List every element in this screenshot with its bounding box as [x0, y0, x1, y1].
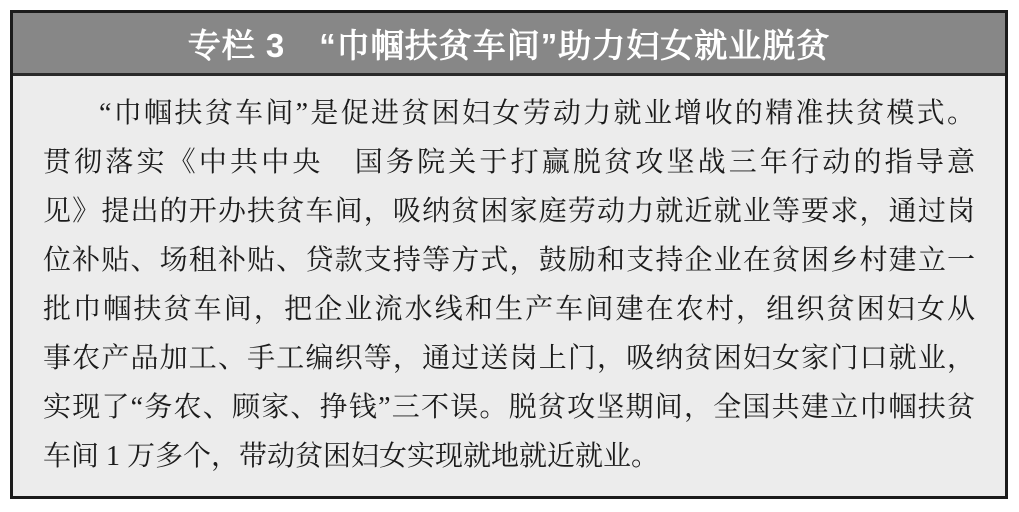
column-box-title: 专栏 3 “巾帼扶贫车间”助力妇女就业脱贫 [187, 26, 831, 64]
body-text-line: 车间 1 万多个，带动贫困妇女实现就地就近就业。 [43, 441, 660, 472]
body-text-line: 批巾帼扶贫车间，把企业流水线和生产车间建在农村，组织贫困妇女从 [43, 294, 975, 325]
column-box-header [13, 13, 1005, 76]
body-text-line: 位补贴、场租补贴、贷款支持等方式，鼓励和支持企业在贫困乡村建立一 [43, 245, 975, 276]
body-text-line: 见》提出的开办扶贫车间，吸纳贫困家庭劳动力就近就业等要求，通过岗 [43, 196, 975, 227]
column-box-body [13, 76, 1005, 496]
body-text-line: 贯彻落实《中共中央 国务院关于打赢脱贫攻坚战三年行动的指导意 [43, 147, 975, 178]
column-box [10, 10, 1008, 499]
body-text-line: 事农产品加工、手工编织等，通过送岗上门，吸纳贫困妇女家门口就业， [43, 343, 975, 374]
body-text-line: 实现了“务农、顾家、挣钱”三不误。脱贫攻坚期间，全国共建立巾帼扶贫 [43, 392, 975, 423]
body-text-line: “巾帼扶贫车间”是促进贫困妇女劳动力就业增收的精准扶贫模式。 [99, 98, 975, 129]
